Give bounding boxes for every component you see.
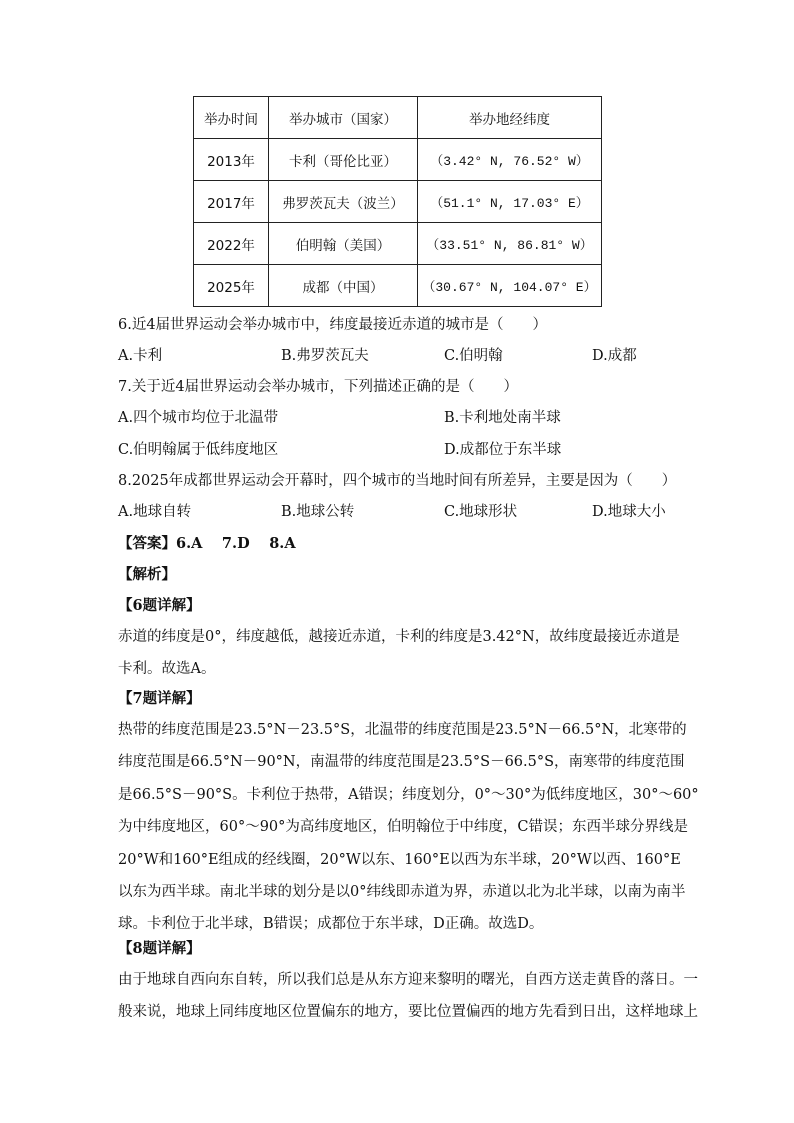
- q6-option-a: A.卡利: [118, 348, 163, 364]
- q8-option-c: C.地球形状: [444, 504, 518, 520]
- detail-6-line: 赤道的纬度是0°，纬度越低，越接近赤道，卡利的纬度是3.42°N，故纬度最接近赤道是: [118, 629, 680, 645]
- table-header-cell: 举办城市（国家）: [269, 97, 418, 139]
- q7-option-d: D.成都位于东半球: [444, 442, 562, 458]
- table-row: [194, 181, 602, 223]
- table-row: [194, 139, 602, 181]
- table-header-row: [194, 97, 602, 139]
- question-6-stem: 6.近4届世界运动会举办城市中，纬度最接近赤道的城市是（ ）: [118, 317, 548, 333]
- detail-7-line: 热带的纬度范围是23.5°N－23.5°S，北温带的纬度范围是23.5°N－66.5°N，北寒带的: [118, 722, 687, 738]
- detail-6-line: 卡利。故选A。: [118, 661, 216, 678]
- detail-7-line: 为中纬度地区，60°～90°为高纬度地区，伯明翰位于中纬度，C错误；东西半球分界线是: [118, 819, 688, 836]
- table-cell-city: 成都（中国）: [269, 265, 418, 307]
- table-cell-coords: （30.67° N, 104.07° E）: [418, 265, 602, 307]
- q7-option-a: A.四个城市均位于北温带: [118, 410, 279, 426]
- detail-7-line: 以东为西半球。南北半球的划分是以0°纬线即赤道为界，赤道以北为北半球，以南为南半: [118, 884, 686, 901]
- table-cell-city: 卡利（哥伦比亚）: [269, 139, 418, 181]
- detail-8-line: 由于地球自西向东自转，所以我们总是从东方迎来黎明的曙光，自西方送走黄昏的落日。一: [118, 972, 698, 988]
- table-cell-coords: （51.1° N, 17.03° E）: [418, 181, 602, 223]
- table-cell-year: 2013年: [194, 139, 269, 181]
- detail-8-line: 般来说，地球上同纬度地区位置偏东的地方，要比位置偏西的地方先看到日出，这样地球上: [118, 1004, 698, 1021]
- detail-6-title: 【6题详解】: [118, 597, 201, 614]
- table-row: [194, 265, 602, 307]
- question-7-stem: 7.关于近4届世界运动会举办城市，下列描述正确的是（ ）: [118, 379, 519, 395]
- table-header-cell: 举办地经纬度: [418, 97, 602, 139]
- detail-7-line: 球。卡利位于北半球，B错误；成都位于东半球，D正确。故选D。: [118, 916, 544, 933]
- q6-option-b: B.弗罗茨瓦夫: [281, 348, 369, 364]
- table-header-cell: 举办时间: [194, 97, 269, 139]
- table-cell-city: 弗罗茨瓦夫（波兰）: [269, 181, 418, 223]
- detail-7-title: 【7题详解】: [118, 690, 201, 707]
- answer-line: 【答案】6.A 7.D 8.A: [118, 535, 296, 552]
- q7-option-b: B.卡利地处南半球: [444, 410, 561, 426]
- table-cell-city: 伯明翰（美国）: [269, 223, 418, 265]
- table-cell-coords: （3.42° N, 76.52° W）: [418, 139, 602, 181]
- q6-option-d: D.成都: [592, 348, 637, 364]
- q8-option-a: A.地球自转: [118, 504, 192, 520]
- detail-7-line: 20°W和160°E组成的经线圈，20°W以东、160°E以西为东半球，20°W以西、160°E: [118, 851, 681, 868]
- detail-8-body: [118, 964, 698, 1029]
- question-8-stem: 8.2025年成都世界运动会开幕时，四个城市的当地时间有所差异，主要是因为（ ）: [118, 473, 677, 489]
- q8-option-d: D.地球大小: [592, 504, 666, 520]
- analysis-label: 【解析】: [118, 566, 176, 583]
- table-row: [194, 223, 602, 265]
- world-games-table: [193, 96, 602, 307]
- q8-option-b: B.地球公转: [281, 504, 355, 520]
- table-cell-year: 2022年: [194, 223, 269, 265]
- table-cell-year: 2025年: [194, 265, 269, 307]
- q6-option-c: C.伯明翰: [444, 348, 503, 364]
- detail-7-line: 是66.5°S－90°S。卡利位于热带，A错误；纬度划分，0°～30°为低纬度地区，30°～60°: [118, 786, 699, 803]
- table-cell-year: 2017年: [194, 181, 269, 223]
- detail-6-body: [118, 621, 678, 686]
- q7-option-c: C.伯明翰属于低纬度地区: [118, 442, 279, 458]
- detail-8-title: 【8题详解】: [118, 940, 201, 957]
- detail-7-line: 纬度范围是66.5°N－90°N，南温带的纬度范围是23.5°S－66.5°S，南寒带的纬度范围: [118, 754, 685, 771]
- table-cell-coords: （33.51° N, 86.81° W）: [418, 223, 602, 265]
- detail-7-body: [118, 714, 699, 941]
